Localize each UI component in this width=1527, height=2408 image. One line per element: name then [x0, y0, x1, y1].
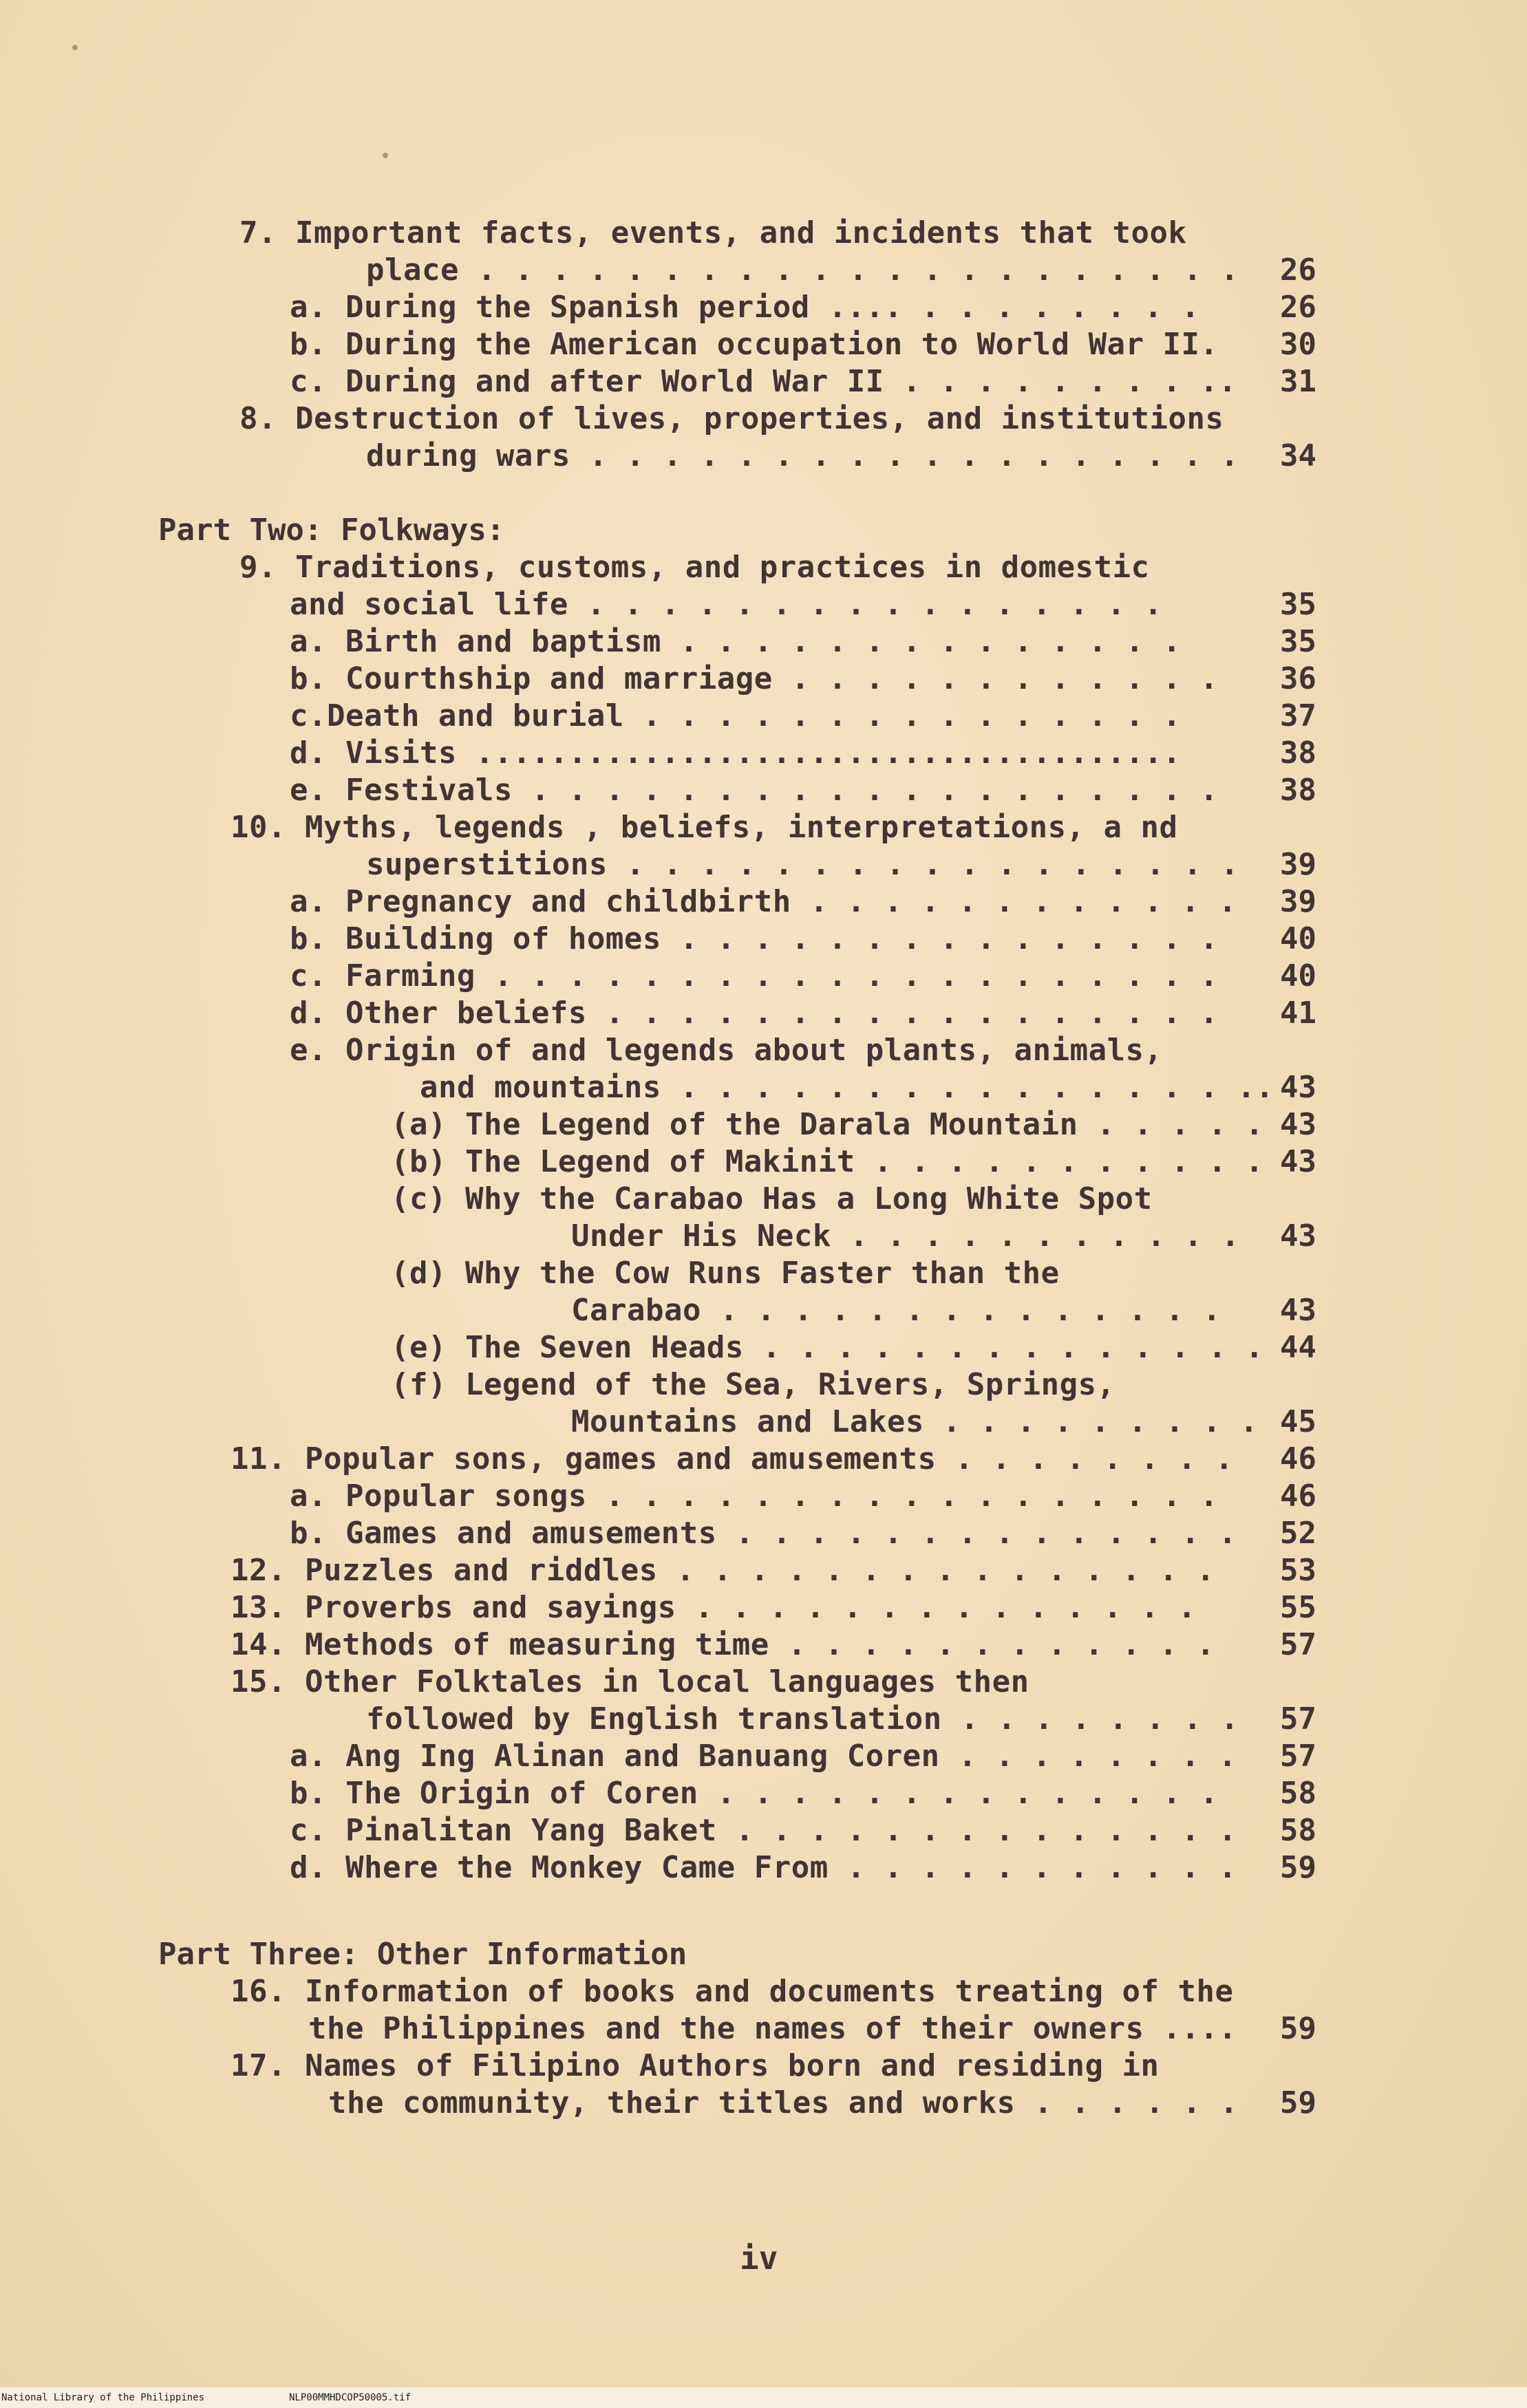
toc-page: 59: [1280, 2011, 1316, 2046]
toc-entry-9a: a. Birth and baptism . . . . . . . . . . . . . .: [290, 624, 1182, 659]
toc-entry-15c: c. Pinalitan Yang Baket . . . . . . . . . . . . . .: [290, 1813, 1237, 1848]
toc-entry-7-cont: place . . . . . . . . . . . . . . . . . . . . .: [366, 252, 1239, 288]
toc-entry-7b: b. During the American occupation to World War II.: [290, 327, 1219, 362]
toc-entry-9d: d. Visits ......................................: [290, 735, 1182, 771]
toc-entry-9e: e. Festivals . . . . . . . . . . . . . . . . . . .: [290, 773, 1219, 808]
toc-entry-11b: b. Games and amusements . . . . . . . . . . . . . .: [290, 1516, 1237, 1551]
toc-page: 59: [1280, 2085, 1316, 2120]
toc-page: 38: [1280, 735, 1316, 771]
toc-entry-12: 12. Puzzles and riddles . . . . . . . . . . . . . . .: [231, 1553, 1215, 1588]
toc-entry-10: 10. Myths, legends , beliefs, interpretations, a nd: [231, 810, 1178, 845]
toc-entry-10a: a. Pregnancy and childbirth . . . . . . . . . . . .: [290, 884, 1237, 919]
toc-page: 58: [1280, 1776, 1316, 1811]
part-two-header: Part Two: Folkways:: [158, 513, 505, 548]
toc-entry-10e-d: (d) Why the Cow Runs Faster than the: [391, 1256, 1060, 1291]
toc-entry-10e-c-cont: Under His Neck . . . . . . . . . . .: [571, 1218, 1240, 1254]
toc-entry-13: 13. Proverbs and sayings . . . . . . . . . . . . . .: [231, 1590, 1197, 1625]
part-three-header: Part Three: Other Information: [158, 1937, 687, 1972]
toc-entry-9b: b. Courthship and marriage . . . . . . . . . . . .: [290, 661, 1219, 696]
toc-page: 53: [1280, 1553, 1316, 1588]
toc-entry-15a: a. Ang Ing Alinan and Banuang Coren . . . . . . . .: [290, 1739, 1237, 1774]
toc-entry-10c: c. Farming . . . . . . . . . . . . . . . . . . . .: [290, 958, 1219, 993]
toc-page: 57: [1280, 1701, 1316, 1737]
toc-entry-15: 15. Other Folktales in local languages then: [231, 1664, 1029, 1699]
toc-page: 43: [1280, 1293, 1316, 1328]
toc-entry-10e-f-cont: Mountains and Lakes . . . . . . . . .: [571, 1404, 1259, 1439]
toc-entry-9-cont: and social life . . . . . . . . . . . . . . . .: [290, 587, 1163, 622]
toc-entry-15b: b. The Origin of Coren . . . . . . . . . . . . . .: [290, 1776, 1219, 1811]
toc-entry-16: 16. Information of books and documents treating of the: [231, 1974, 1234, 2009]
toc-entry-10e-b: (b) The Legend of Makinit . . . . . . . . . . .: [391, 1144, 1264, 1179]
toc-entry-10e-cont: and mountains . . . . . . . . . . . . . . . ..: [420, 1070, 1274, 1105]
toc-page: 45: [1280, 1404, 1316, 1439]
toc-page: 57: [1280, 1739, 1316, 1774]
toc-entry-10e-f: (f) Legend of the Sea, Rivers, Springs,: [391, 1367, 1115, 1402]
toc-page: 58: [1280, 1813, 1316, 1848]
toc-page: 44: [1280, 1330, 1316, 1365]
toc-entry-10e-d-cont: Carabao . . . . . . . . . . . . . .: [571, 1293, 1221, 1328]
footer-filename: NLP00MMHDCOP50005.tif: [289, 2392, 412, 2403]
toc-page: 52: [1280, 1516, 1316, 1551]
toc-entry-8-cont: during wars . . . . . . . . . . . . . . . . . .: [366, 438, 1239, 473]
toc-entry-7: 7. Important facts, events, and incidents that took: [239, 215, 1187, 250]
toc-page: 31: [1280, 364, 1316, 399]
toc-page: 30: [1280, 327, 1316, 362]
toc-page: 43: [1280, 1218, 1316, 1254]
toc-entry-10e-e: (e) The Seven Heads . . . . . . . . . . . . . .: [391, 1330, 1264, 1365]
toc-page: 36: [1280, 661, 1316, 696]
footer-library: National Library of the Philippines: [1, 2392, 205, 2403]
toc-page: 37: [1280, 698, 1316, 733]
toc-page: 35: [1280, 624, 1316, 659]
toc-page: 26: [1280, 290, 1316, 325]
toc-entry-8: 8. Destruction of lives, properties, and institutions: [239, 401, 1224, 436]
toc-entry-7c: c. During and after World War II . . . . . . . . ..: [290, 364, 1237, 399]
toc-page: 46: [1280, 1441, 1316, 1476]
toc-page: 57: [1280, 1627, 1316, 1662]
toc-page: 35: [1280, 587, 1316, 622]
toc-page: 55: [1280, 1590, 1316, 1625]
toc-page: 40: [1280, 958, 1316, 993]
toc-entry-9c: c.Death and burial . . . . . . . . . . . . . . .: [290, 698, 1182, 733]
toc-entry-9: 9. Traditions, customs, and practices in domestic: [239, 550, 1150, 585]
toc-entry-10b: b. Building of homes . . . . . . . . . . . . . . .: [290, 921, 1219, 956]
page-number: iv: [740, 2239, 778, 2277]
toc-entry-15d: d. Where the Monkey Came From . . . . . . . . . . .: [290, 1850, 1237, 1885]
toc-page: 39: [1280, 847, 1316, 882]
toc-entry-14: 14. Methods of measuring time . . . . . . . . . . . .: [231, 1627, 1215, 1662]
toc-page: 46: [1280, 1479, 1316, 1514]
toc-entry-10e-c: (c) Why the Carabao Has a Long White Spot: [391, 1181, 1153, 1216]
toc-page: 43: [1280, 1107, 1316, 1142]
toc-page: 40: [1280, 921, 1316, 956]
toc-entry-11a: a. Popular songs . . . . . . . . . . . . . . . . .: [290, 1479, 1219, 1514]
toc-entry-7a: a. During the Spanish period .... . . . . . . . .: [290, 290, 1200, 325]
toc-entry-11: 11. Popular sons, games and amusements . . . . . . . .: [231, 1441, 1234, 1476]
toc-page: 38: [1280, 773, 1316, 808]
toc-entry-10-cont: superstitions . . . . . . . . . . . . . . . . .: [366, 847, 1239, 882]
toc-entry-17-cont: the community, their titles and works . . . . . .: [328, 2085, 1239, 2120]
toc-entry-17: 17. Names of Filipino Authors born and residing in: [231, 2048, 1160, 2083]
toc-page: 39: [1280, 884, 1316, 919]
toc-entry-10d: d. Other beliefs . . . . . . . . . . . . . . . . .: [290, 996, 1219, 1031]
toc-page: 59: [1280, 1850, 1316, 1885]
scan-footer: [0, 2387, 1527, 2408]
toc-entry-10e: e. Origin of and legends about plants, animals,: [290, 1033, 1163, 1068]
paper-speck: [383, 153, 388, 158]
toc-page: 34: [1280, 438, 1316, 473]
toc-page: 43: [1280, 1144, 1316, 1179]
toc-page: 43: [1280, 1070, 1316, 1105]
toc-entry-16-cont: the Philippines and the names of their owners ....: [308, 2011, 1237, 2046]
toc-page: 41: [1280, 996, 1316, 1031]
paper-speck: [72, 45, 78, 50]
toc-entry-10e-a: (a) The Legend of the Darala Mountain . . . . .: [391, 1107, 1264, 1142]
toc-page: 26: [1280, 252, 1316, 288]
toc-entry-15-cont: followed by English translation . . . . . . . .: [366, 1701, 1239, 1737]
